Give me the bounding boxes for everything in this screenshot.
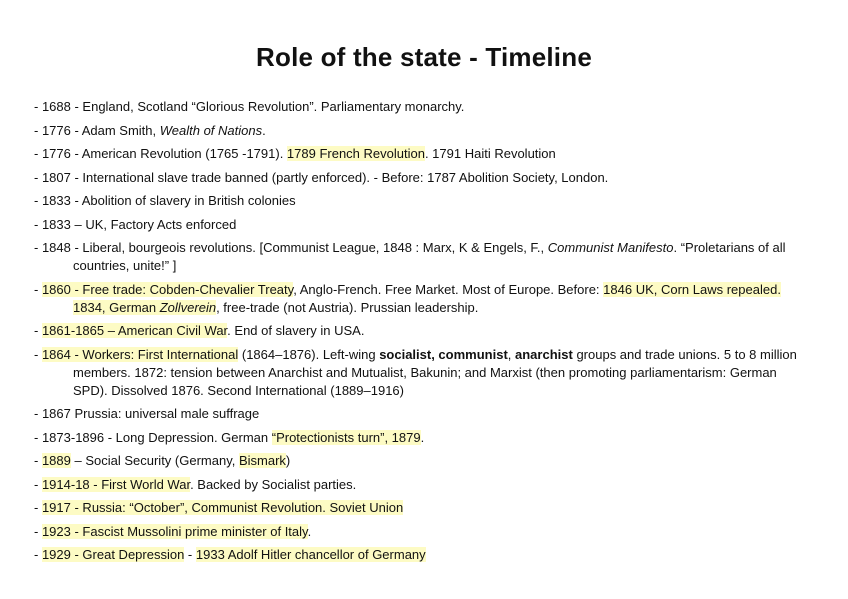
timeline-entry-text: . “Proletarians of all countries, unite!” ]: [73, 240, 786, 273]
timeline-entry-text: – Social Security (Germany,: [70, 453, 239, 468]
timeline-entry-text: 1861-1865 – American Civil War: [41, 323, 228, 338]
timeline-entry-text: . Backed by Socialist parties.: [190, 476, 357, 492]
timeline-entry-text: -: [34, 523, 42, 539]
timeline-entry-text: groups and trade unions. 5 to 8 million members. 1872: tension between Anarchist and Mutualist, Bakunin; and Marxist (then promoting parliamentarism: German SPD). Dissolved 1876. Second International (1889–1916): [73, 346, 797, 398]
timeline-entry-text: Wealth of Nations: [159, 122, 263, 138]
timeline-entry-text: anarchist: [515, 346, 573, 362]
timeline-entry: [34, 216, 814, 234]
timeline-entry-text: “Protectionists turn”, 1879: [271, 429, 421, 445]
timeline-entry: [34, 281, 814, 317]
timeline-entry-text: .: [262, 122, 266, 138]
timeline-entry-text: . 1791 Haiti Revolution: [424, 146, 556, 161]
timeline-entry: [34, 523, 814, 541]
timeline-entry-text: - 1867 Prussia: universal male suffrage: [34, 406, 260, 421]
timeline-entry: [34, 192, 814, 210]
timeline-entry-text: 1923 - Fascist Mussolini prime minister of Italy: [41, 523, 308, 539]
timeline-entry-text: . End of slavery in USA.: [227, 323, 365, 338]
timeline-entry-text: ,: [507, 346, 516, 362]
timeline-entry-text: - 1776 - American Revolution (1765 -1791).: [34, 146, 287, 161]
timeline-entry-text: - 1776 - Adam Smith,: [34, 122, 160, 138]
timeline-entry-text: - 1833 - Abolition of slavery in British colonies: [34, 193, 296, 208]
timeline-entry: [34, 346, 814, 400]
timeline-entry-text: ): [285, 453, 291, 468]
timeline-entry: [34, 429, 814, 447]
timeline-entry-text: Bismark: [238, 453, 286, 468]
timeline-entry-text: - 1688 - England, Scotland “Glorious Revolution”. Parliamentary monarchy.: [34, 99, 465, 114]
timeline-entry: [34, 476, 814, 494]
timeline-entry-text: 1860 - Free trade:: [41, 281, 150, 297]
timeline-entry-text: - 1873-1896 - Long Depression. German: [34, 429, 272, 445]
page-title: Role of the state - Timeline: [256, 42, 592, 72]
timeline-entry-text: - 1833 – UK, Factory Acts enforced: [34, 216, 237, 232]
timeline-entry-text: , free-trade (not Austria). Prussian leadership.: [216, 299, 479, 315]
timeline-entry: [34, 145, 814, 163]
timeline-entry-text: (1864–1876). Left-wing: [238, 346, 380, 362]
timeline-entry-text: .: [307, 523, 312, 539]
timeline-entry-text: Zollverein: [159, 299, 217, 315]
timeline-entry-text: 1864 - Workers: First International: [41, 346, 239, 362]
timeline-entry-text: 1929 - Great Depression: [41, 547, 185, 562]
timeline-entry-text: Communist Manifesto: [547, 240, 674, 255]
timeline-list: [34, 98, 814, 570]
timeline-entry: [34, 322, 814, 340]
timeline-entry-text: 1789 French Revolution: [286, 146, 425, 161]
timeline-entry-text: - 1848 - Liberal, bourgeois revolutions. [Communist League, 1848 : Marx, K & Engels, F.,: [34, 240, 548, 255]
timeline-entry-text: -: [34, 547, 42, 562]
timeline-entry-text: Cobden-Chevalier Treaty: [149, 281, 294, 297]
timeline-entry: [34, 499, 814, 517]
timeline-entry: [34, 546, 814, 564]
timeline-entry: [34, 98, 814, 116]
timeline-entry-text: 1917 - Russia: “October”, Communist Revolution. Soviet Union: [41, 500, 404, 515]
timeline-entry-text: -: [34, 281, 42, 297]
timeline-entry-text: .: [420, 429, 425, 445]
timeline-entry-text: socialist, communist: [379, 346, 508, 362]
timeline-entry-text: -: [34, 346, 42, 362]
timeline-entry-text: 1914-18 - First World War: [41, 476, 191, 492]
timeline-entry-text: 1846 UK, Corn Laws repealed. 1834, German: [73, 281, 781, 315]
timeline-entry: [34, 405, 814, 423]
timeline-entry-text: -: [34, 453, 42, 468]
timeline-entry-text: - 1807 - International slave trade banned (partly enforced). - Before: 1787 Abolition Society, London.: [34, 169, 609, 185]
timeline-entry: [34, 239, 814, 275]
timeline-entry-text: -: [34, 500, 42, 515]
timeline-entry: [34, 169, 814, 187]
timeline-entry: [34, 452, 814, 470]
timeline-entry: [34, 122, 814, 140]
timeline-entry-text: 1889: [41, 453, 71, 468]
timeline-entry-text: 1933 Adolf Hitler chancellor of Germany: [195, 547, 426, 562]
timeline-entry-text: , Anglo-French. Free Market. Most of Europe. Before:: [293, 281, 604, 297]
timeline-entry-text: -: [34, 323, 42, 338]
timeline-entry-text: -: [34, 476, 42, 492]
timeline-entry-text: -: [184, 547, 196, 562]
